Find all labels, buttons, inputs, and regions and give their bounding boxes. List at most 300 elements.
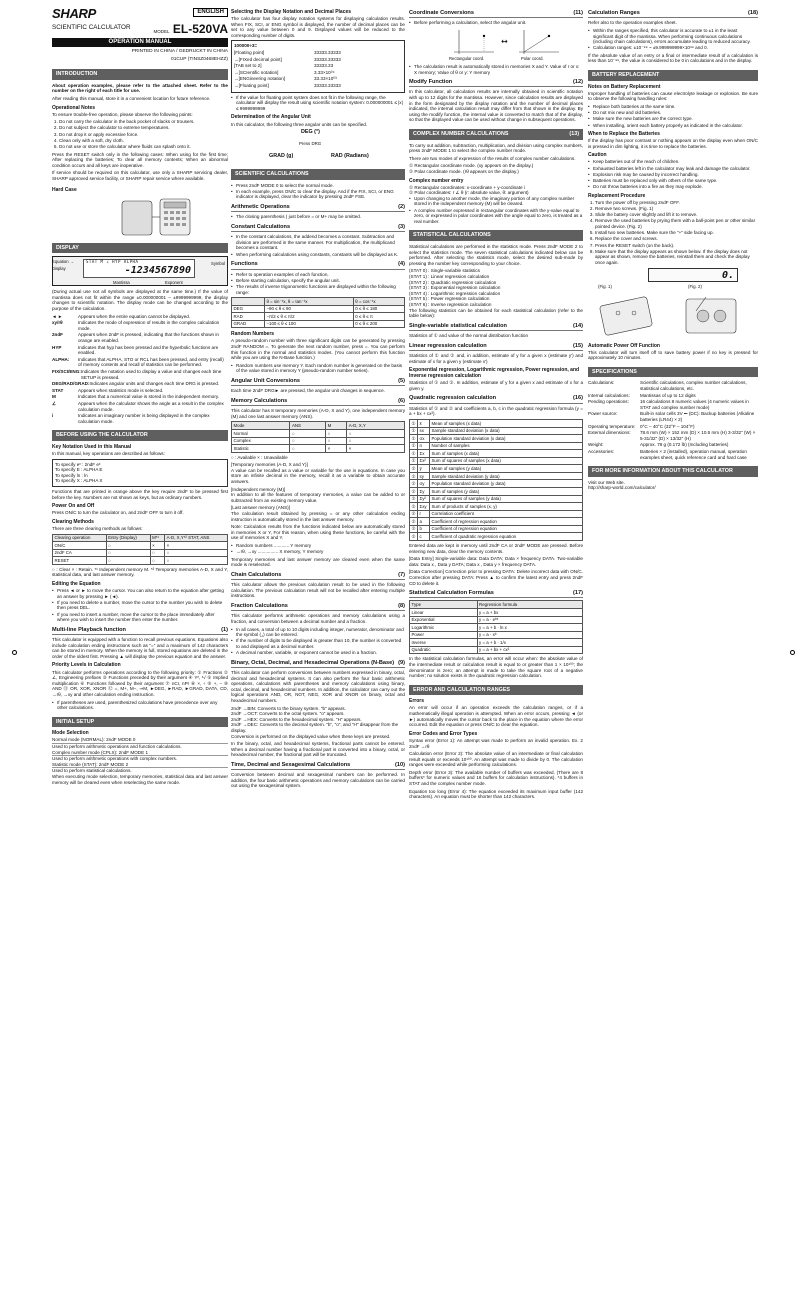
- data-entry-para: [Data Entry] Single-variable data: Data DATA; Data × frequency DATA. Two-variable data: Data x , Data y DATA; Data x , Data y × frequency DATA.: [409, 556, 583, 567]
- reset-note: Press the RESET switch only in the following cases: When using for the first time; After replacing the batteries; To clear all memory contents; When an abnormal condition occurs and all keys are inoperative.: [52, 151, 228, 168]
- table-cell: r: [418, 510, 430, 518]
- list-item: • Random numbers ............ Y memory: [231, 543, 405, 549]
- table-row: [232, 320, 405, 328]
- time-para: Conversion between decimal and sexagesimal numbers can be performed. In addition, the four basic arithmetic operations and memory calculations can be carried out using the sexagesimal system.: [231, 772, 405, 789]
- when-replace-para: If the display has poor contrast or nothing appears on the display even when ON/C is pressed in dim lighting, it is time to replace the batteries.: [588, 138, 758, 149]
- memory-table: [231, 421, 405, 452]
- fig1-label: (Fig. 1): [598, 283, 612, 289]
- mode-key: Normal mode (NORMAL): 2ndF MODE 0: [52, 737, 228, 744]
- stat-symbol-note: Entered data are kept in memory until 2ndF CA or 2ndF MODE are pressed. Before entering new data, clear the memory contents.: [409, 542, 583, 554]
- multiline-title: Multi-line Playback function: [52, 626, 126, 633]
- table-cell: x̄: [418, 419, 430, 427]
- list-item: (STAT 0) : Single-variable statistics: [409, 268, 480, 274]
- multiline-para: This calculator is equipped with a function to recall previous equations. Equations also include calculation ending instructions such as "=" and a maximum of 142 characters can be stored in memory. When the memory is full, stored equations are deleted in the order of the oldest first. Pressing ▲ will display the previous equation and the answer.: [52, 637, 228, 659]
- note-item: 3. Do not drop it or apply excessive force.: [59, 132, 228, 138]
- table-cell: Linear: [410, 609, 478, 617]
- registration-mark-left: [12, 650, 17, 655]
- spec-value: Batteries × 2 (installed), operation manual, operation examples sheet, quick reference card and hard case: [640, 449, 747, 460]
- table-cell: ②: [410, 518, 418, 526]
- memory-number: (6): [398, 397, 405, 404]
- error-codes-list: [409, 738, 583, 800]
- service-note: If service should be required on this calculator, use only a SHARP servicing dealer, SHARP approved service facility, or SHARP repair service where available.: [52, 170, 228, 181]
- table-row: [410, 525, 583, 533]
- table-cell: Σy²: [418, 495, 430, 503]
- specs-list: [588, 380, 758, 460]
- power-para: Press ON/C to turn the calculator on, and 2ndF OFF to turn it off.: [52, 510, 184, 516]
- errors-para: An error will occur if an operation exceeds the calculation ranges, or if a mathematically illegal operation is attempted. When an error occurs, pressing ◄ (or ►) automatically moves the cursor back to the place in the equation where the error occurred. Edit the equation or press ON/C to clear the equation.: [409, 705, 583, 728]
- table-header: ANS: [290, 422, 326, 430]
- table-row: [410, 631, 583, 639]
- table-cell: RAD: [232, 313, 265, 321]
- column-1: [52, 6, 228, 787]
- table-cell: ②: [410, 495, 418, 503]
- list-item: • If the number of digits to be displayed is greater than 10, the number is converted to and displayed as a decimal number.: [231, 638, 405, 649]
- hard-case-title: Hard Case: [52, 186, 77, 193]
- spec-key: Operating temperature:: [588, 423, 636, 429]
- table-cell: ȳ: [418, 465, 430, 473]
- section-errors: ERROR AND CALCULATION RANGES: [409, 685, 583, 696]
- list-item: (STAT 5) : Power regression calculation: [409, 296, 490, 302]
- table-row: [410, 609, 583, 617]
- note-item: 2. Do not subject the calculator to extreme temperatures.: [59, 125, 228, 131]
- spec-key: Accessories:: [588, 449, 615, 454]
- error-codes-title: Error Codes and Error Types: [409, 730, 478, 737]
- operational-notes-title: Operational Notes: [52, 104, 96, 111]
- table-row: [410, 639, 583, 647]
- table-row: [53, 549, 228, 557]
- list-item: • Press ◄ or ► to move the cursor. You can also return to the equation after getting an answer by pressing ► (◄).: [52, 588, 228, 599]
- complex-entry: [409, 185, 583, 196]
- func-title: Functions: [231, 261, 258, 268]
- when-replace-title: When to Replace the Batteries: [588, 131, 660, 138]
- chain-para: This calculator allows the previous calculation result to be used in the following calculation. The previous calculation result will not be recalled after entering multiple instructions.: [231, 582, 405, 599]
- equation-label: Equation →: [52, 259, 74, 265]
- table-cell: Complex: [232, 437, 290, 445]
- notation-label: →[ENGineering notation]: [234, 76, 286, 82]
- list-item: • When performing calculations using constants, constants will be displayed as K.: [231, 252, 405, 258]
- random-title: Random Numbers: [231, 331, 275, 338]
- table-cell: Sum of samples (y data): [430, 488, 583, 496]
- list-item: Syntax error (Error 1): An attempt was made to perform an invalid operation. Ex. 2 2ndF →rθ: [409, 737, 583, 749]
- formula-title: Statistical Calculation Formulas: [409, 590, 494, 597]
- table-cell: ×: [165, 542, 228, 550]
- lcd-readout: -1234567890: [124, 265, 191, 277]
- spec-line: To specify E : ALPHA E: [55, 467, 103, 473]
- exp-title: Exponential regression, Logarithmic regression, Power regression, and Inverse regression calculation: [409, 367, 580, 380]
- exponent-label: Exponent: [165, 280, 183, 286]
- display-diagram: [52, 256, 228, 286]
- table-cell: Statistic: [232, 445, 290, 453]
- spec-value: Built-in solar cells 3V ⎓ (DC): Backup batteries (Alkaline batteries (LR44) × 2): [640, 411, 755, 423]
- nbase-para: This calculator can perform conversions between numbers expressed in binary, octal, decimal and hexadecimal systems. It can also perform the four basic arithmetic operations, calculations with parentheses and memory calculations using binary, octal, decimal, and hexadecimal numbers. In addition, the calculator can carry out the logical operations AND, OR, NOT, NEG, XOR and XNOR on binary, octal and hexadecimal numbers.: [231, 670, 405, 703]
- table-row: [410, 533, 583, 541]
- notation-example-box: [231, 40, 405, 92]
- mode-desc: Used to perform arithmetic operations and function calculations.: [52, 744, 182, 749]
- table-header: θ = sin⁻¹x, θ = tan⁻¹x: [264, 298, 353, 306]
- polar-coord-label: Polar coord.: [521, 55, 544, 61]
- table-cell: ○: [326, 437, 347, 445]
- table-row: [53, 542, 228, 550]
- caution-title: Caution: [588, 152, 607, 159]
- section-statistical: STATISTICAL CALCULATIONS: [409, 230, 583, 241]
- list-item: Depth error (Error 3): The available number of buffers was exceeded. (There are 8 buffers* for numeric values and 16 buffers for calculation instructions). *4 buffers in STAT and the complex number mode.: [409, 769, 583, 787]
- coord-title: Coordinate Conversions: [409, 10, 474, 16]
- power-title: Power On and Off: [52, 503, 95, 510]
- key-notation-title: Key Notation Used in this Manual: [52, 443, 132, 450]
- table-cell: n: [418, 442, 430, 450]
- more-info-para: Visit our Web site.: [588, 479, 625, 485]
- notation-label: →[FIXed decimal point]: [234, 56, 282, 62]
- column-4: [588, 6, 758, 493]
- list-item: • →rθ, →xy ................ X memory, Y memory: [231, 549, 405, 555]
- nbase-number: (9): [398, 659, 405, 666]
- display-para: (During actual use not all symbols are displayed at the same time.) If the value of mantissa does not fit within the range ±0.000000001 – ±9999999999, the display changes to scientific notation. The display mode can be changed according to the purpose of the calculation.: [52, 289, 228, 311]
- modify-number: (12): [573, 79, 583, 86]
- table-cell: 0 ≤ θ ≤ π: [353, 313, 404, 321]
- coord-note: • The calculation result is automatically stored in memories X and Y. Value of r or x: X memory; Value of θ or y: Y memory: [409, 64, 583, 75]
- list-item: • Press 2ndF MODE 0 to select the normal mode.: [231, 183, 405, 189]
- data-correction-para: [Data Correction] Correction prior to pressing DATA: Delete incorrect data with ON/C. Correction after pressing DATA: Press ▲ to confirm the latest entry and press 2ndF CD to delete it.: [409, 569, 583, 586]
- time-title: Time, Decimal and Sexagesimal Calculations: [231, 761, 351, 768]
- table-cell: Population standard deviation (y data): [430, 480, 583, 488]
- section-more-info: FOR MORE INFORMATION ABOUT THIS CALCULATOR: [588, 466, 758, 477]
- symbol-desc: Indicates the mode of expression of results in the complex calculation mode.: [78, 320, 220, 331]
- table-cell: ○: [290, 430, 326, 438]
- memory-legend: ○ : Available × : Unavailable: [231, 454, 288, 460]
- list-item: • Within the ranges specified, this calculator is accurate to ±1 in the least significant digit of the mantissa. When performing continuous calculations (including chain calculations), errors accumulate leading to reduced accuracy.: [588, 28, 758, 45]
- table-cell: DEG: [232, 305, 265, 313]
- section-initial-setup: INITIAL SETUP: [52, 717, 228, 728]
- note-item: 5. Do not use or store the calculator where fluids can splash onto it.: [59, 144, 228, 150]
- table-cell: ○: [106, 549, 150, 557]
- memory-note-2: Temporary memories and last answer memory are cleared even when the same mode is reselected.: [231, 556, 405, 568]
- random-note: • Random numbers use memory Y. Each random number is generated on the basis of the value stored in memory Y (pseudo-random number series).: [231, 363, 405, 374]
- table-cell: ①: [410, 457, 418, 465]
- list-item: • Exhausted batteries left in the calculator may leak and damage the calculator.: [588, 166, 758, 172]
- quad-number: (16): [573, 395, 583, 402]
- replacement-title: Replacement Procedure: [588, 192, 646, 199]
- nbase-title: Binary, Octal, Decimal, and Hexadecimal Operations (N-Base): [231, 659, 395, 666]
- notation-label: 100000÷3=: [234, 43, 258, 49]
- list-item: • Explosion risk may be caused by incorrect handling.: [588, 172, 758, 178]
- single-var-para: Statistics of ① and value of the normal distribution function: [409, 333, 529, 338]
- spec-line: To specify ln : ln: [55, 472, 88, 478]
- clearing-title: Clearing Methods: [52, 518, 94, 525]
- display-label: Display: [52, 266, 66, 272]
- memory-note: Note: Calculation results from the functions indicated below are automatically stored in memories X or Y, For this reason, when using these functions, be careful with the use of memories X and Y.: [231, 524, 405, 541]
- display-notation-para: The calculator has four display notation systems for displaying calculation results. When FIX, SCI, or ENG symbol is displayed, the number of decimal places can be set to any value between 0 and 9. Displayed values will be reduced to the corresponding number of digits.: [231, 16, 405, 38]
- coord-number: (11): [573, 10, 583, 16]
- table-cell: ①: [410, 450, 418, 458]
- printed-in: PRINTED IN CHINA / GEDRUCKT IN CHINA: [131, 49, 228, 55]
- table-row: [410, 518, 583, 526]
- table-cell: Sum of squares of samples (x data): [430, 457, 583, 465]
- errors-title: Errors: [409, 698, 425, 705]
- complex-modes: [409, 163, 583, 174]
- table-header: A-D, X,Y: [347, 422, 405, 430]
- fig2-label: (Fig. 2): [688, 283, 702, 289]
- manual-title: OPERATION MANUAL: [52, 38, 228, 47]
- list-item: 5. Install two new batteries. Make sure the "+" side facing up.: [595, 230, 758, 236]
- symbol-desc: Indicates that hyp has been pressed and the hyperbolic functions are enabled.: [78, 344, 219, 356]
- spec-value: 0°C – 40°C (32°F – 104°F): [640, 423, 695, 429]
- notation-value: 3.33×10⁰⁴: [314, 69, 335, 75]
- symbol-key: ◄ ►: [52, 313, 63, 319]
- spec-key: Internal calculations:: [588, 392, 630, 398]
- list-item: • Do not mix new and old batteries.: [588, 110, 758, 116]
- table-cell: ○: [165, 557, 228, 565]
- symbol-key: i: [52, 413, 54, 419]
- time-number: (10): [395, 761, 405, 768]
- table-header: Clearing operation: [53, 534, 107, 542]
- table-cell: Logarithmic: [410, 624, 478, 632]
- deg-label: DEG (°): [301, 129, 320, 136]
- list-item: Calculation error (Error 2): The absolute value of an intermediate or final calculation result equals or exceeds 10¹⁰⁰. An attempt was made to divide by 0. The calculation ranges were exceeded while performing calculations.: [409, 751, 583, 768]
- indep-memory-para: In addition to all the features of temporary memories, a value can be added to or subtracted from an existing memory value.: [231, 492, 405, 503]
- list-item: 3. Slide the battery cover slightly and lift it to remove.: [595, 212, 758, 218]
- clearing-intro: There are three clearing methods as follows:: [52, 525, 143, 531]
- table-header: Entry (Display): [106, 534, 150, 542]
- fraction-number: (8): [398, 603, 405, 610]
- notation-value: 33333.33333: [314, 83, 341, 89]
- linear-para: Statistics of ① and ② and, in addition, estimate of y for a given x (estimate y') and estimate of x for a given y (estimate x'): [409, 352, 583, 364]
- notation-label: →[SCIentific notation]: [234, 69, 279, 75]
- angconv-title: Angular Unit Conversions: [231, 378, 300, 385]
- note-item: 1. Do not carry the calculator in the back pocket of slacks or trousers.: [59, 119, 228, 125]
- list-item: 2ndF →HEX: Converts to the hexadecimal system. "H" appears.: [231, 716, 362, 722]
- list-item: 7. Press the RESET switch (on the back).: [595, 243, 758, 249]
- table-cell: ○: [106, 542, 150, 550]
- table-cell: Sum of samples (x data): [430, 450, 583, 458]
- mode-key: Complex number mode (CPLX): 2ndF MODE 1: [52, 750, 228, 757]
- table-cell: Coefficient of regression equation: [430, 525, 583, 533]
- table-cell: ②: [410, 472, 418, 480]
- symbol-desc: Appears when 2ndF is pressed, indicating that the functions shown in orange are enabled.: [78, 332, 219, 343]
- intro-para-1: About operation examples, please refer to the attached sheet. Refer to the number on the right of each title for use.: [52, 82, 228, 94]
- list-item: 6. Replace the cover and screws.: [595, 236, 758, 242]
- table-cell: Correlation coefficient: [430, 510, 583, 518]
- table-cell: ON/C: [53, 542, 107, 550]
- nbase-note: Conversion is performed on the displayed value when these keys are pressed.: [231, 733, 391, 739]
- note-item: 4. Clean only with a soft, dry cloth.: [59, 138, 228, 144]
- memory-para: This calculator has 8 temporary memories (A-D, X and Y), one independent memory (M) and one last answer memory (ANS).: [231, 408, 405, 419]
- reset-display: [648, 268, 738, 282]
- symbol-desc: Appears when statistics mode is selected.: [78, 387, 164, 393]
- table-cell: ②: [410, 480, 418, 488]
- doc-code: 01CUP (TINSZ0468EHZZ): [171, 57, 228, 63]
- exp-para: Statistics of ① and ②. In addition, estimate of y for a given x and estimate of x for a given y.: [409, 380, 583, 391]
- angular-unit-title: Determination of the Angular Unit: [231, 114, 311, 121]
- table-header: [232, 298, 265, 306]
- svg-text:↔: ↔: [501, 36, 508, 46]
- table-cell: ○: [290, 437, 326, 445]
- table-row: [232, 445, 405, 453]
- table-row: [410, 472, 583, 480]
- list-item: • Upon changing to another mode, the imaginary portion of any complex number stored in the independent memory (M) will be cleared.: [409, 196, 583, 207]
- table-row: [410, 646, 583, 654]
- table-cell: Coefficient of quadratic regression equation: [430, 533, 583, 541]
- list-item: • When installing, orient each battery properly as indicated in the calculator.: [588, 123, 758, 129]
- brand-logo: SHARP: [52, 6, 97, 21]
- stat-mode-list: [409, 268, 583, 307]
- auto-power-off-para: This calculator will turn itself off to save battery power if no key is pressed for approximately 10 minutes.: [588, 349, 758, 361]
- table-cell: sx: [418, 427, 430, 435]
- list-item: 2ndF →DEC: Converts to the decimal system. "b", "o", and "H" disappear from the display.: [231, 722, 399, 733]
- list-item: • In all cases, a total of up to 10 digits including integer, numerator, denominator and the symbol (⌟) can be entered.: [231, 627, 405, 638]
- complex-para: To carry out addition, subtraction, multiplication, and division using complex numbers, press 2ndF MODE 1 to select the complex number mode.: [409, 142, 583, 154]
- symbol-key: FIX/SCI/ENG:: [52, 368, 81, 374]
- symbol-key: 2ndF: [52, 332, 63, 338]
- table-cell: ②: [410, 488, 418, 496]
- random-para: A pseudo-random number with three significant digits can be generated by pressing 2ndF RANDOM =. To generate the next random number, press =. You can perform this function in the normal and statistics modes. (You cannot perform this function while you are using the N-Base function.): [231, 338, 405, 361]
- spec-key: Pending operations:: [588, 399, 629, 405]
- table-cell: Σx: [418, 450, 430, 458]
- table-header: M*¹: [150, 534, 165, 542]
- table-cell: Number of samples: [430, 442, 583, 450]
- table-row: [232, 313, 405, 321]
- fraction-para: This calculator performs arithmetic operations and memory calculations using a fraction, and conversion between a decimal number and a fraction.: [231, 613, 405, 624]
- table-row: [410, 442, 583, 450]
- mode-list: [52, 737, 228, 774]
- table-cell: ○: [106, 557, 150, 565]
- const-number: (3): [398, 223, 405, 230]
- table-cell: Sum of products of samples (x, y): [430, 503, 583, 511]
- table-cell: c: [418, 533, 430, 541]
- table-cell: Mean of samples (y data): [430, 465, 583, 473]
- last-answer-para: The calculation result obtained by pressing = or any other calculation ending instruction is automatically stored in the last answer memory.: [231, 511, 405, 522]
- list-item: 2ndF →OCT: Converts to the octal system. "o" appears.: [231, 711, 345, 717]
- table-row: [232, 430, 405, 438]
- list-item: (STAT 4) : Logarithmic regression calculation: [409, 290, 501, 296]
- list-item: 8. Make sure that the display appears as shown below. If the display does not appear as shown, remove the batteries, reinstall them and check the display once again.: [595, 249, 758, 266]
- temp-memory-para: A value can be recalled as a value or variable for the use in equations. In case you store an infinite decimal in the memory, recall it as a variable to obtain accurate answers.: [231, 467, 405, 485]
- key-notation-para: In this manual, key operations are described as follows:: [52, 450, 165, 456]
- table-cell: Population standard deviation (x data): [430, 435, 583, 443]
- last-answer-title: [Last answer memory (ANS)]: [231, 505, 290, 511]
- priority-title: Priority Levels in Calculation: [52, 662, 121, 669]
- table-cell: y = a + b · ln x: [477, 624, 582, 632]
- notation-value: 33333.33333: [314, 50, 341, 56]
- table-cell: ○: [290, 445, 326, 453]
- priority-note: • If parentheses are used, parenthesized calculations have precedence over any other calculations.: [52, 700, 228, 711]
- notation-label: [TAB set to 2]: [234, 63, 262, 69]
- section-specifications: SPECIFICATIONS: [588, 367, 758, 378]
- complex-number: (13): [569, 130, 579, 137]
- spec-value: Scientific calculations, complex number calculations, statistical calculations, etc.: [640, 380, 747, 392]
- list-item: • Make sure the new batteries are the correct type.: [588, 116, 758, 122]
- table-cell: Σx²: [418, 457, 430, 465]
- table-cell: y = a · eᵇˣ: [477, 616, 582, 624]
- operational-notes-list: [59, 119, 228, 149]
- header-block: [52, 6, 228, 63]
- clearing-notes: ○ : Clear × : Retain. *¹ Independent memory M. *² Temporary memories A-D, X and Y, statistical data, and last answer memory.: [52, 566, 228, 578]
- table-cell: ×: [326, 445, 347, 453]
- auto-power-off-title: Automatic Power Off Function: [588, 342, 660, 349]
- table-row: [410, 616, 583, 624]
- list-item: • In each example, press ON/C to clear the display. And if the FIX, SCI, or ENG indicator is displayed, clear the indicator by pressing 2ndF FSE.: [231, 189, 405, 200]
- section-display: DISPLAY: [52, 243, 228, 254]
- mode-key: Statistic mode (STAT): 2ndF MODE 2: [52, 762, 228, 769]
- table-cell: b: [418, 525, 430, 533]
- list-item: ① Rectangular coordinates: x-coordinate + y-coordinate i: [409, 184, 525, 190]
- stat-symbol-table: [409, 419, 583, 541]
- symbol-desc: Indicates angular units and changes each time DRG is pressed.: [89, 381, 220, 387]
- table-row: [410, 488, 583, 496]
- model-number: EL-520VA: [172, 21, 228, 36]
- nbase-note-2: In the binary, octal, and hexadecimal systems, fractional parts cannot be entered. When a decimal number having a fractional part is converted into a binary, octal, or hexadecimal number, the fractional part will be truncated.: [231, 741, 405, 758]
- section-introduction: INTRODUCTION: [52, 69, 228, 80]
- table-cell: y = a + b · 1/x: [477, 639, 582, 647]
- table-cell: σx: [418, 435, 430, 443]
- symbol-key: M: [52, 394, 56, 400]
- website-link[interactable]: http://sharp-world.com/calculator/: [588, 485, 656, 491]
- nbase-list: [231, 706, 405, 734]
- fraction-title: Fraction Calculations: [231, 603, 288, 610]
- symbol-label: Symbol: [211, 261, 225, 267]
- list-item: • Replace both batteries at the same time.: [588, 104, 758, 110]
- hard-case-illustration: [52, 197, 228, 237]
- table-cell: ②: [410, 465, 418, 473]
- table-cell: −π/2 ≤ θ ≤ π/2: [264, 313, 353, 321]
- list-item: 1. Turn the power off by pressing 2ndF OFF.: [595, 200, 758, 206]
- notation-label: →[Floating point]: [234, 83, 269, 89]
- list-item: 4. Remove the used batteries by prying them with a ball-point pen or other similar pointed device. (Fig. 2): [595, 218, 758, 229]
- coord-axes-graphic: [409, 28, 583, 56]
- table-cell: ×: [150, 542, 165, 550]
- arith-item: • The closing parenthesis ) just before = or M+ may be omitted.: [231, 214, 405, 220]
- angular-unit-para: In this calculator, the following three angular units can be specified.: [231, 121, 368, 127]
- symbol-desc: Indicates an imaginary number is being displayed in the complex calculation mode.: [78, 413, 210, 424]
- ranges-note: If the absolute value of an entry or a final or intermediate result of a calculation is less than 10⁻⁹⁹, the value is considered to be 0 in calculations and in the display.: [588, 52, 758, 64]
- list-item: • Batteries must be replaced only with others of the same type.: [588, 178, 758, 184]
- table-cell: ○: [150, 549, 165, 557]
- notation-note: • If the value for floating point system does not fit in the following range, the calculator will display the result using scientific notation system: 0.000000001 ≤ |x| ≤ 9999999999: [231, 95, 405, 112]
- table-cell: Sample standard deviation (x data): [430, 427, 583, 435]
- clearing-table: [52, 534, 228, 565]
- spec-key: Calculations:: [588, 380, 615, 386]
- symbol-desc: Indicates the notation used to display a value and changes each time SETUP is pressed.: [80, 368, 222, 380]
- list-item: Equation too long (Error 4): The equation exceeded its maximum input buffer (142 characters). An equation must be shorter than 142 characters.: [409, 788, 583, 800]
- symbol-key: ALPHA:: [52, 356, 70, 362]
- symbol-desc: Indicates that ALPHA, STO or RCL has been pressed, and entry (recall) of memory contents and recall of statistics can be performed.: [78, 356, 224, 368]
- table-cell: RESET: [53, 557, 107, 565]
- list-item: • A decimal number, variable, or exponent cannot be used in a fraction.: [231, 650, 405, 656]
- table-cell: GRAD: [232, 320, 265, 328]
- list-item: • Calculation ranges: ±10⁻⁹⁹ ~ ±9.999999999×10⁹⁹ and 0.: [588, 45, 758, 51]
- symbol-key: ∠: [52, 400, 57, 406]
- list-item: • Keep batteries out of the reach of children.: [588, 159, 758, 165]
- list-item: • Before starting calculation, specify the angular unit.: [231, 278, 405, 284]
- table-cell: ②: [410, 525, 418, 533]
- quad-title: Quadratic regression calculation: [409, 395, 497, 402]
- linear-number: (15): [573, 342, 583, 349]
- table-row: [410, 465, 583, 473]
- table-cell: Σy: [418, 488, 430, 496]
- list-item: • The results of inverse trigonometric functions are displayed within the following range:: [231, 284, 405, 295]
- symbol-desc: Appears when the calculator shows the angle as a result in the complex calculation mode.: [78, 400, 224, 412]
- table-cell: ○: [326, 430, 347, 438]
- editing-title: Editing the Equation: [52, 580, 101, 587]
- arith-title: Arithmetic Operations: [231, 204, 290, 211]
- notation-value: 33333.33333: [314, 56, 341, 62]
- formula-note: In the statistical calculation formulas, an error will occur when: the absolute value of the intermediate result or calculation result is equal to or greater than 1 × 10¹⁰⁰; the denominator is zero; an attempt is made to take the square root of a negative number; no solution exists in the quadratic regression calculation.: [409, 656, 583, 679]
- complex-entry-title: Complex number entry: [409, 177, 464, 184]
- section-before-using: BEFORE USING THE CALCULATOR: [52, 430, 228, 441]
- list-item: ② Polar coordinates: r ∠ θ (r: absolute value, θ: argument): [409, 190, 529, 196]
- angconv-number: (5): [398, 378, 405, 385]
- battery-notes-para: Improper handling of batteries can cause electrolyte leakage or explosion. Be sure to observe the following handling rules:: [588, 90, 758, 102]
- chain-title: Chain Calculations: [231, 571, 282, 578]
